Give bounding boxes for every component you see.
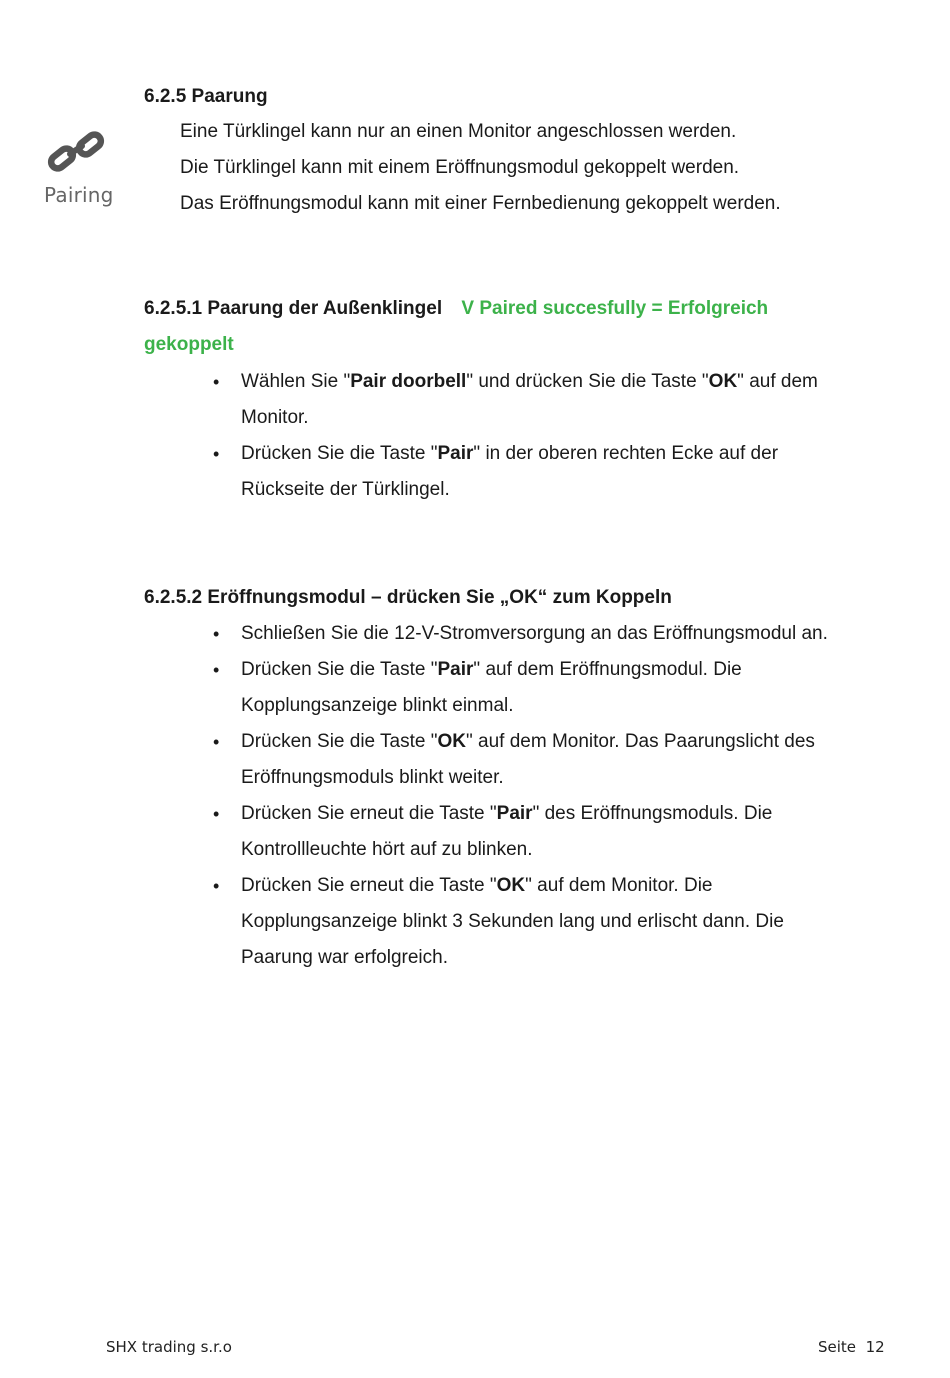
list-item: • Schließen Sie die 12-V-Stromversorgung an das Eröffnungsmodul an. [241, 616, 911, 652]
intro-paragraph [180, 114, 781, 222]
intro-line: Eine Türklingel kann nur an einen Monitor angeschlossen werden. [180, 121, 737, 142]
bullet-list-6-2-5-1 [241, 364, 901, 508]
paired-success-note-cont: gekoppelt [144, 334, 234, 355]
intro-line: Die Türklingel kann mit einem Eröffnungsmodul gekoppelt werden. [180, 157, 740, 178]
list-item: • Drücken Sie erneut die Taste "Pair" des Eröffnungsmoduls. Die Kontrollleuchte hört auf zu blinken. [241, 796, 911, 868]
footer-page-number: Seite 12 [818, 1338, 885, 1356]
paired-success-note: V Paired succesfully = Erfolgreich [461, 298, 769, 319]
section-heading-block-6-2-5-1 [144, 291, 904, 363]
list-item: • Drücken Sie erneut die Taste "OK" auf dem Monitor. Die Kopplungsanzeige blinkt 3 Sekunden lang und erlischt dann. Die Paarung war erfolgreich. [241, 868, 911, 976]
section-heading-6-2-5: 6.2.5 Paarung [144, 86, 268, 107]
pairing-icon-label: Pairing [44, 183, 114, 207]
section-heading-6-2-5-2: 6.2.5.2 Eröffnungsmodul – drücken Sie „OK“ zum Koppeln [144, 587, 672, 608]
list-item: • Drücken Sie die Taste "Pair" auf dem Eröffnungsmodul. Die Kopplungsanzeige blinkt einmal. [241, 652, 911, 724]
intro-line: Das Eröffnungsmodul kann mit einer Fernbedienung gekoppelt werden. [180, 193, 781, 214]
bullet-list-6-2-5-2 [241, 616, 911, 976]
list-item: • Drücken Sie die Taste "OK" auf dem Monitor. Das Paarungslicht des Eröffnungsmoduls blinkt weiter. [241, 724, 911, 796]
footer-company: SHX trading s.r.o [106, 1338, 232, 1356]
pairing-badge [44, 130, 114, 210]
chain-link-icon [44, 130, 110, 180]
section-heading-6-2-5-1: 6.2.5.1 Paarung der Außenklingel [144, 298, 443, 319]
list-item: • Wählen Sie "Pair doorbell" und drücken Sie die Taste "OK" auf dem Monitor. [241, 364, 901, 436]
list-item: • Drücken Sie die Taste "Pair" in der oberen rechten Ecke auf der Rückseite der Türklingel. [241, 436, 901, 508]
